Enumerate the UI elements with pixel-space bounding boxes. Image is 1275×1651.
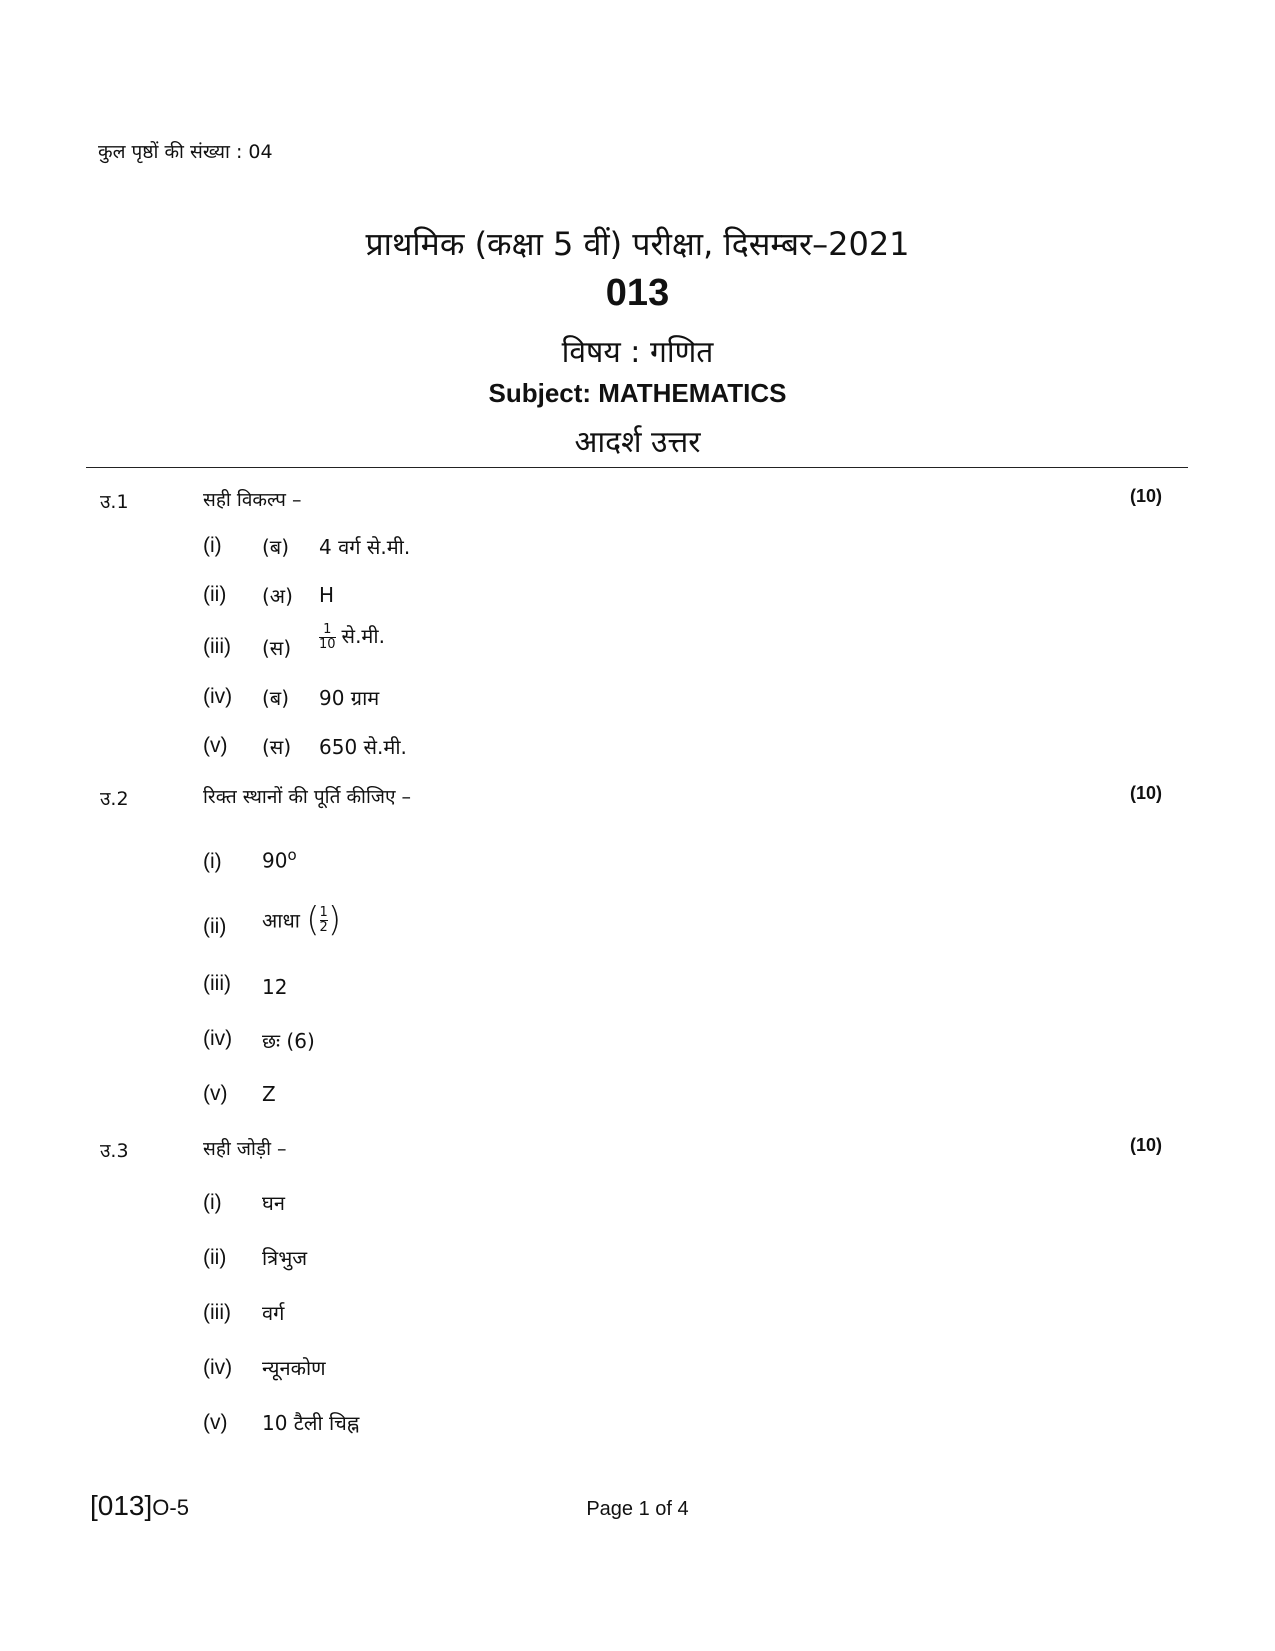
paper-code: 013 — [605, 272, 670, 314]
q3-item-num: (iv) — [203, 1356, 233, 1379]
q1-item-option: (ब) — [262, 535, 290, 559]
q3-item-num: (v) — [203, 1411, 228, 1434]
fraction-numerator: 1 — [319, 904, 328, 920]
q1-heading: सही विकल्प – — [203, 489, 302, 511]
answer-key-title: आदर्श उत्तर — [574, 425, 701, 460]
q3-item-answer: न्यूनकोण — [262, 1356, 326, 1380]
q2-label: उ.2 — [100, 788, 129, 810]
q3-item-num: (iii) — [203, 1301, 231, 1324]
fraction — [319, 623, 336, 651]
q2-item-answer: छः (6) — [262, 1029, 315, 1053]
q2-item-answer: 90$^o$ — [262, 846, 297, 873]
q1-item-answer: 650 से.मी. — [319, 735, 407, 759]
q1-item-answer: 4 वर्ग से.मी. — [319, 535, 411, 559]
q3-heading: सही जोड़ी – — [203, 1138, 287, 1160]
q2-item-num: (iii) — [203, 972, 231, 995]
q1-item-answer — [319, 622, 385, 652]
q2-item-num: (i) — [203, 850, 222, 873]
q1-label: उ.1 — [100, 491, 129, 513]
q2-item-num: (v) — [203, 1082, 228, 1105]
q2-item-num: (iv) — [203, 1027, 233, 1050]
q1-item-option: (स) — [262, 636, 292, 660]
footer-paper-code: [013]O-5 — [90, 1490, 189, 1521]
fraction-denominator: 10 — [319, 637, 336, 652]
page-number: Page 1 of 4 — [586, 1498, 689, 1520]
q1-item-option: (ब) — [262, 686, 290, 710]
q3-item-answer: त्रिभुज — [262, 1246, 308, 1270]
q3-item-num: (ii) — [203, 1246, 227, 1269]
q1-marks: (10) — [1130, 486, 1163, 506]
fraction-denominator: 2 — [319, 919, 328, 935]
header-divider — [86, 467, 1188, 468]
q3-item-answer: 10 टैली चिह्न — [262, 1411, 360, 1435]
q2-heading: रिक्त स्थानों की पूर्ति कीजिए – — [203, 786, 412, 808]
subject-hindi: विषय : गणित — [561, 335, 714, 370]
q1-item-num: (v) — [203, 734, 228, 757]
q1-item-option: (स) — [262, 735, 292, 759]
q3-marks: (10) — [1130, 1135, 1163, 1155]
q3-item-answer: घन — [262, 1191, 285, 1215]
degree-symbol: o — [287, 846, 297, 864]
q1-item-num: (ii) — [203, 583, 227, 606]
q3-label: उ.3 — [100, 1140, 129, 1162]
q1-item-num: (i) — [203, 534, 222, 557]
q2-marks: (10) — [1130, 783, 1163, 803]
q1-item-num: (iv) — [203, 685, 233, 708]
q1-item-answer: H — [319, 583, 335, 607]
q1-item-option: (अ) — [262, 584, 293, 608]
q2-item-answer: आधा ( $\frac{1}{2}$ ) — [262, 900, 342, 940]
fraction-numerator: 1 — [323, 622, 332, 638]
q2-item-answer: 12 — [262, 975, 288, 999]
page-count-note: कुल पृष्ठों की संख्या : 04 — [98, 141, 273, 163]
q3-item-answer: वर्ग — [262, 1301, 285, 1325]
q1-item-answer: 90 ग्राम — [319, 686, 380, 710]
subject-english: Subject: MATHEMATICS — [488, 378, 787, 408]
unit-text: से.मी. — [341, 624, 385, 648]
q3-item-num: (i) — [203, 1191, 222, 1214]
q2-item-num: (ii) — [203, 915, 227, 938]
exam-title: प्राथमिक (कक्षा 5 वीं) परीक्षा, दिसम्बर–2021 — [365, 225, 910, 263]
q1-item-num: (iii) — [203, 635, 231, 658]
q2-item-answer: Z — [262, 1082, 276, 1106]
fraction — [320, 906, 328, 934]
